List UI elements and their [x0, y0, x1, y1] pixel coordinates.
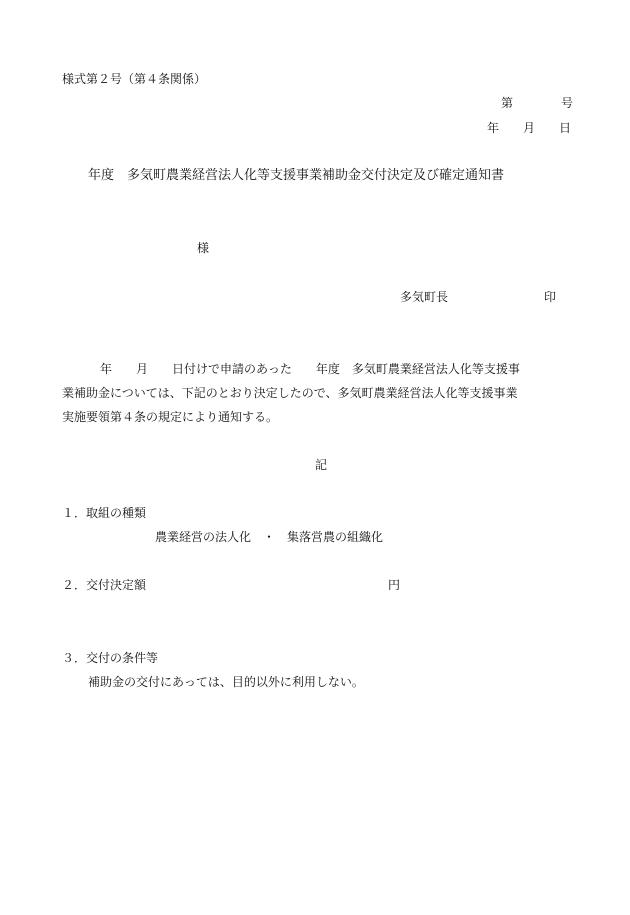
item-heading: ３．交付の条件等 — [62, 651, 159, 665]
body-line-1: 年 月 日付けで申請のあった 年度 多気町農業経営法人化等支援事 — [100, 362, 520, 376]
document-date: 年 月 日 — [487, 121, 572, 135]
item-detail: 補助金の交付にあっては、目的以外に利用しない。 — [88, 675, 364, 689]
document-title: 年度 多気町農業経営法人化等支援事業補助金交付決定及び確定通知書 — [88, 168, 505, 183]
addressee-suffix: 様 — [197, 241, 210, 255]
body-line-3: 実施要領第４条の規定により通知する。 — [62, 410, 279, 424]
item-heading: １．取組の種類 — [62, 506, 147, 520]
body-line-2: 業補助金については、下記のとおり決定したので、多気町農業経営法人化等支援事業 — [62, 386, 518, 400]
ki-marker: 記 — [315, 458, 328, 472]
document-number: 第 号 — [501, 96, 574, 110]
item-detail: 円 — [388, 578, 401, 592]
item-heading: ２．交付決定額 — [62, 578, 147, 592]
item-detail: 農業経営の法人化 ・ 集落営農の組織化 — [155, 530, 384, 544]
issuer-line: 多気町長 印 — [400, 290, 557, 304]
form-label: 様式第２号（第４条関係） — [62, 72, 207, 86]
